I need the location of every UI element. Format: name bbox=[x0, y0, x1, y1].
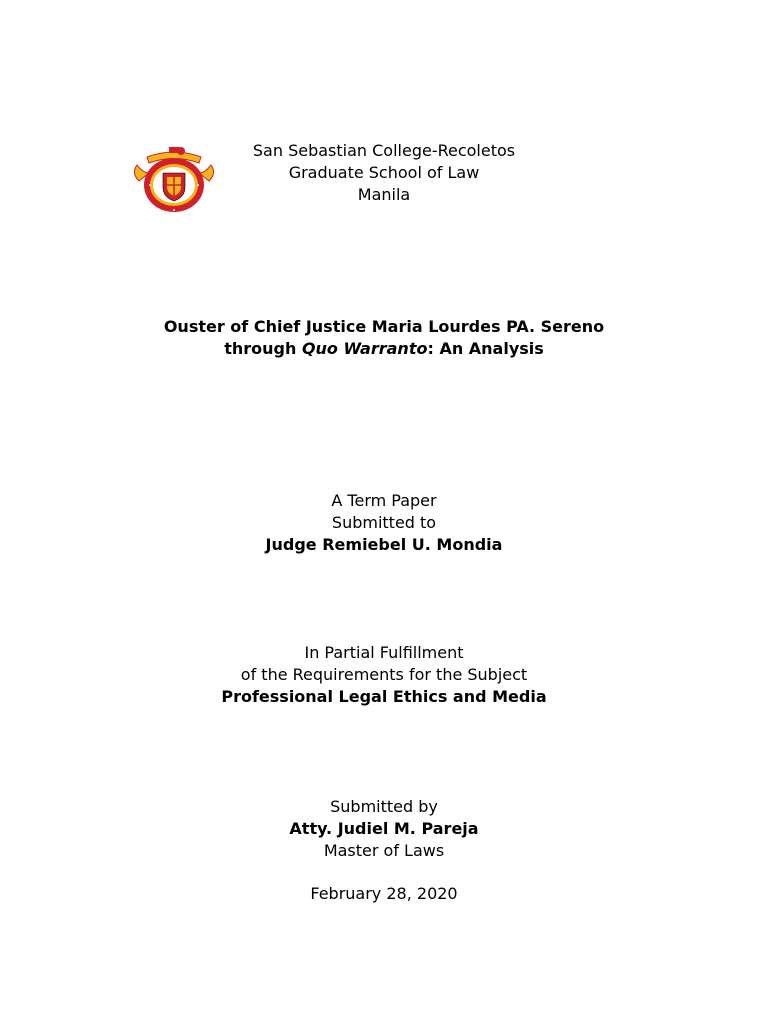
fulfillment-line1: In Partial Fulfillment bbox=[304, 643, 464, 662]
author-degree: Master of Laws bbox=[323, 841, 445, 860]
submitted-by-label: Submitted by bbox=[330, 797, 438, 816]
city-name: Manila bbox=[357, 185, 411, 204]
paper-title-line2: through Quo Warranto: An Analysis bbox=[224, 339, 544, 358]
school-name: Graduate School of Law bbox=[288, 163, 480, 182]
title-italic: Quo Warranto bbox=[301, 339, 428, 358]
paper-type: A Term Paper bbox=[331, 491, 437, 510]
subject-name: Professional Legal Ethics and Media bbox=[221, 687, 547, 706]
paper-title-line1: Ouster of Chief Justice Maria Lourdes PA. Sereno bbox=[163, 317, 605, 336]
fulfillment-line2: of the Requirements for the Subject bbox=[240, 665, 528, 684]
author-name: Atty. Judiel M. Pareja bbox=[289, 819, 479, 838]
submitted-to-label: Submitted to bbox=[331, 513, 437, 532]
institution-name: San Sebastian College-Recoletos bbox=[252, 141, 516, 160]
submission-date: February 28, 2020 bbox=[310, 884, 458, 903]
recipient-name: Judge Remiebel U. Mondia bbox=[265, 535, 503, 554]
